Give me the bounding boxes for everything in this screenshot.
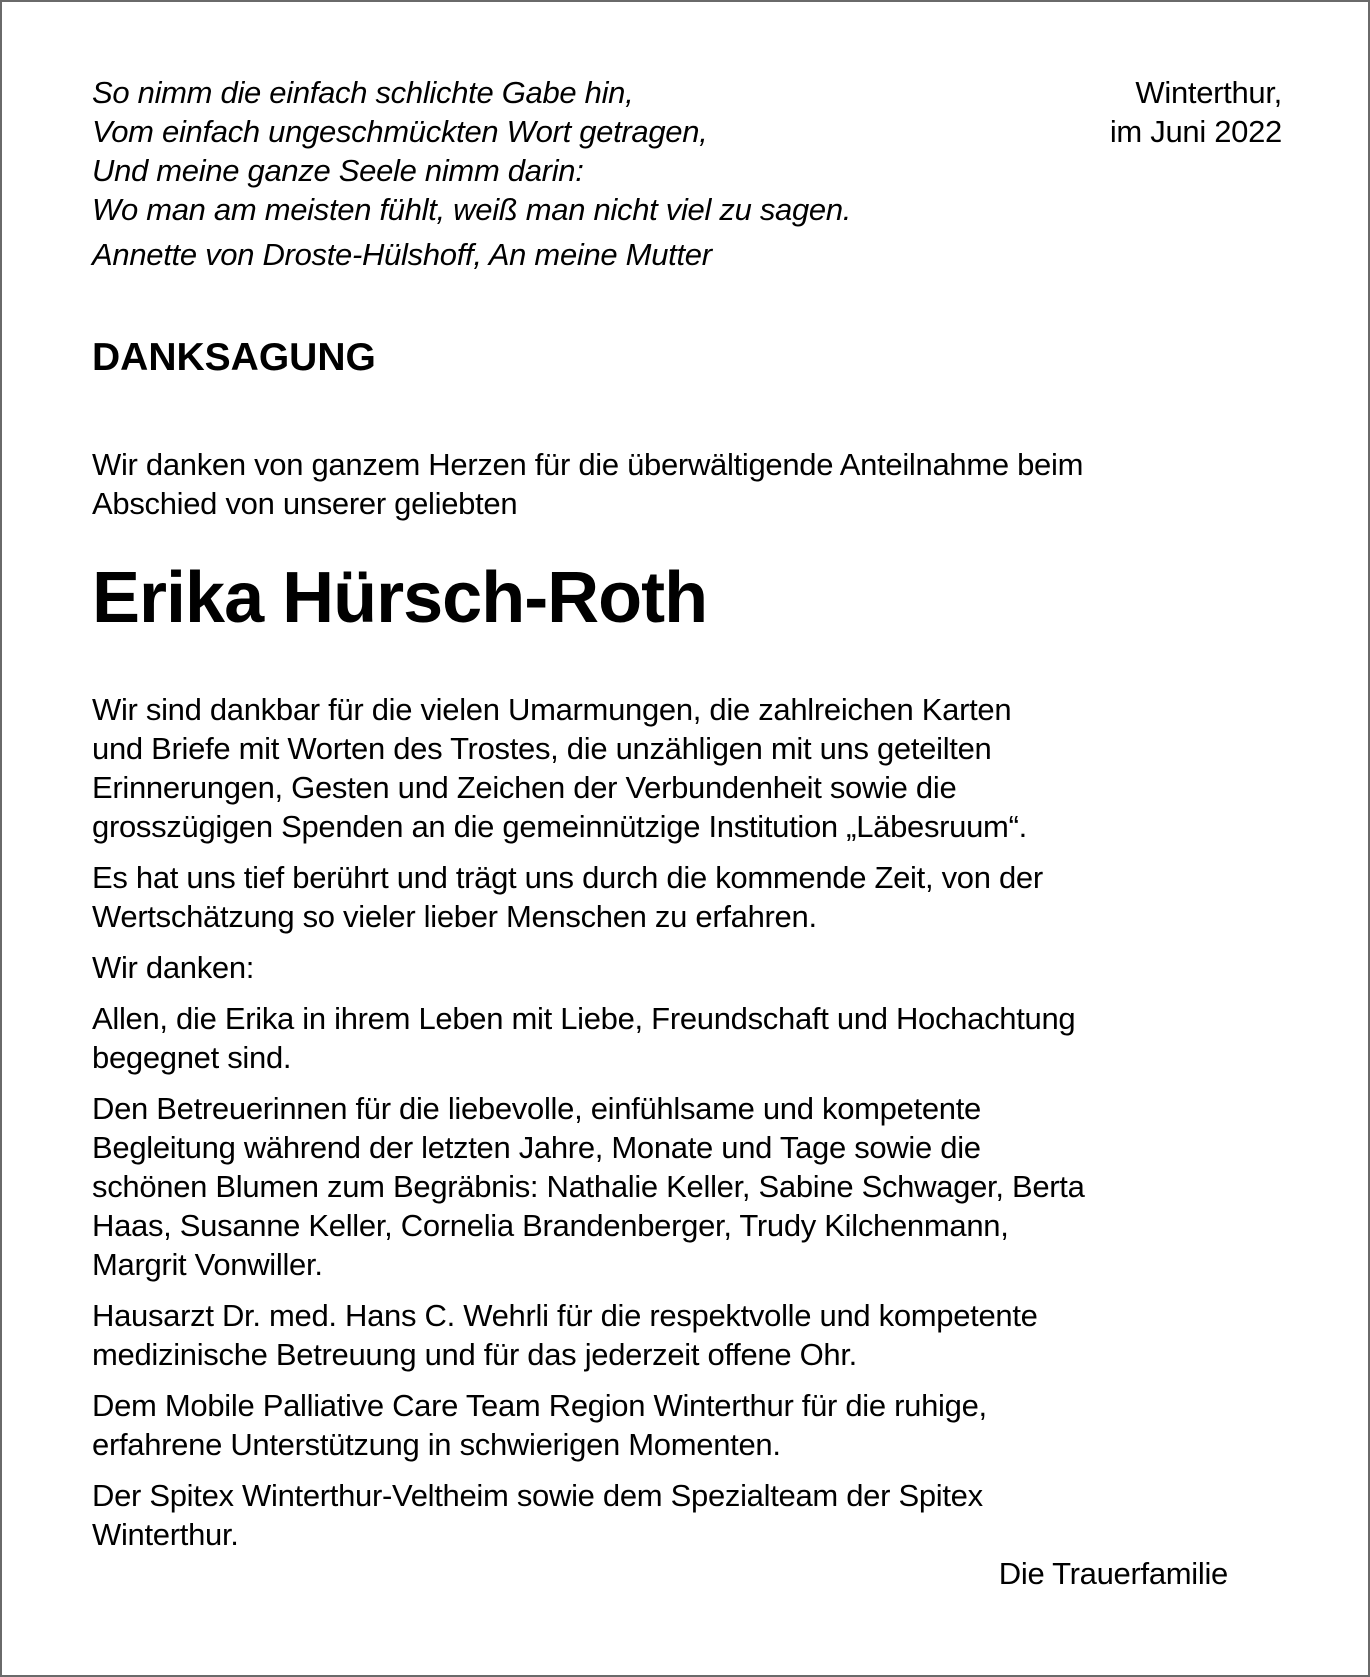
paragraph-line: Begleitung während der letzten Jahre, Monate und Tage sowie die xyxy=(92,1130,981,1165)
intro-line: Wir danken von ganzem Herzen für die überwältigende Anteilnahme beim xyxy=(92,447,1084,482)
dateline-date: im Juni 2022 xyxy=(1109,114,1282,149)
paragraph-line: Wertschätzung so vieler lieber Menschen zu erfahren. xyxy=(92,899,817,934)
paragraph-line: Winterthur. xyxy=(92,1517,239,1552)
paragraph-line: Es hat uns tief berührt und trägt uns durch die kommende Zeit, von der xyxy=(92,860,1043,895)
paragraph-line: Den Betreuerinnen für die liebevolle, einfühlsame und kompetente xyxy=(92,1091,981,1126)
poem-line: So nimm die einfach schlichte Gabe hin, xyxy=(92,75,634,110)
poem-line: Wo man am meisten fühlt, weiß man nicht viel zu sagen. xyxy=(92,192,852,227)
thanks-paragraph xyxy=(92,1296,1282,1374)
paragraph-line: Hausarzt Dr. med. Hans C. Wehrli für die respektvolle und kompetente xyxy=(92,1298,1038,1333)
header-row xyxy=(92,73,1282,274)
paragraph-line: Wir danken: xyxy=(92,950,255,985)
wir-danken-label xyxy=(92,948,1282,987)
intro-paragraph xyxy=(92,445,1282,523)
dateline-place: Winterthur, xyxy=(1135,75,1282,110)
paragraph-line: und Briefe mit Worten des Trostes, die unzähligen mit uns geteilten xyxy=(92,731,992,766)
thanks-paragraph xyxy=(92,690,1282,846)
notice-heading: DANKSAGUNG xyxy=(92,336,376,379)
poem-line: Vom einfach ungeschmückten Wort getragen, xyxy=(92,114,708,149)
paragraph-line: Dem Mobile Palliative Care Team Region Winterthur für die ruhige, xyxy=(92,1388,987,1423)
notice-content xyxy=(92,2,1282,1593)
intro-line: Abschied von unserer geliebten xyxy=(92,486,518,521)
poem-quote xyxy=(92,73,851,274)
paragraph-line: erfahrene Unterstützung in schwierigen Momenten. xyxy=(92,1427,781,1462)
thanks-paragraph xyxy=(92,858,1282,936)
paragraph-line: Haas, Susanne Keller, Cornelia Brandenberger, Trudy Kilchenmann, xyxy=(92,1208,1009,1243)
paragraph-line: Erinnerungen, Gesten und Zeichen der Verbundenheit sowie die xyxy=(92,770,957,805)
signature: Die Trauerfamilie xyxy=(998,1556,1228,1591)
paragraph-line: grosszügigen Spenden an die gemeinnützige Institution „Läbesruum“. xyxy=(92,809,1027,844)
poem-line: Und meine ganze Seele nimm darin: xyxy=(92,153,584,188)
thanks-paragraph xyxy=(92,1089,1282,1284)
dateline xyxy=(1110,73,1282,151)
paragraph-line: Wir sind dankbar für die vielen Umarmungen, die zahlreichen Karten xyxy=(92,692,1012,727)
paragraph-line: Der Spitex Winterthur-Veltheim sowie dem Spezialteam der Spitex xyxy=(92,1478,983,1513)
poem-attribution: Annette von Droste-Hülshoff, An meine Mutter xyxy=(92,237,712,272)
paragraph-line: schönen Blumen zum Begräbnis: Nathalie Keller, Sabine Schwager, Berta xyxy=(92,1169,1085,1204)
deceased-name: Erika Hürsch-Roth xyxy=(92,558,708,638)
thanks-paragraph xyxy=(92,1476,1282,1554)
paragraph-line: Allen, die Erika in ihrem Leben mit Liebe, Freundschaft und Hochachtung xyxy=(92,1001,1076,1036)
thanks-paragraph xyxy=(92,999,1282,1077)
paragraph-line: begegnet sind. xyxy=(92,1040,292,1075)
paragraph-line: Margrit Vonwiller. xyxy=(92,1247,323,1282)
thanks-paragraph xyxy=(92,1386,1282,1464)
paragraph-line: medizinische Betreuung und für das jederzeit offene Ohr. xyxy=(92,1337,857,1372)
